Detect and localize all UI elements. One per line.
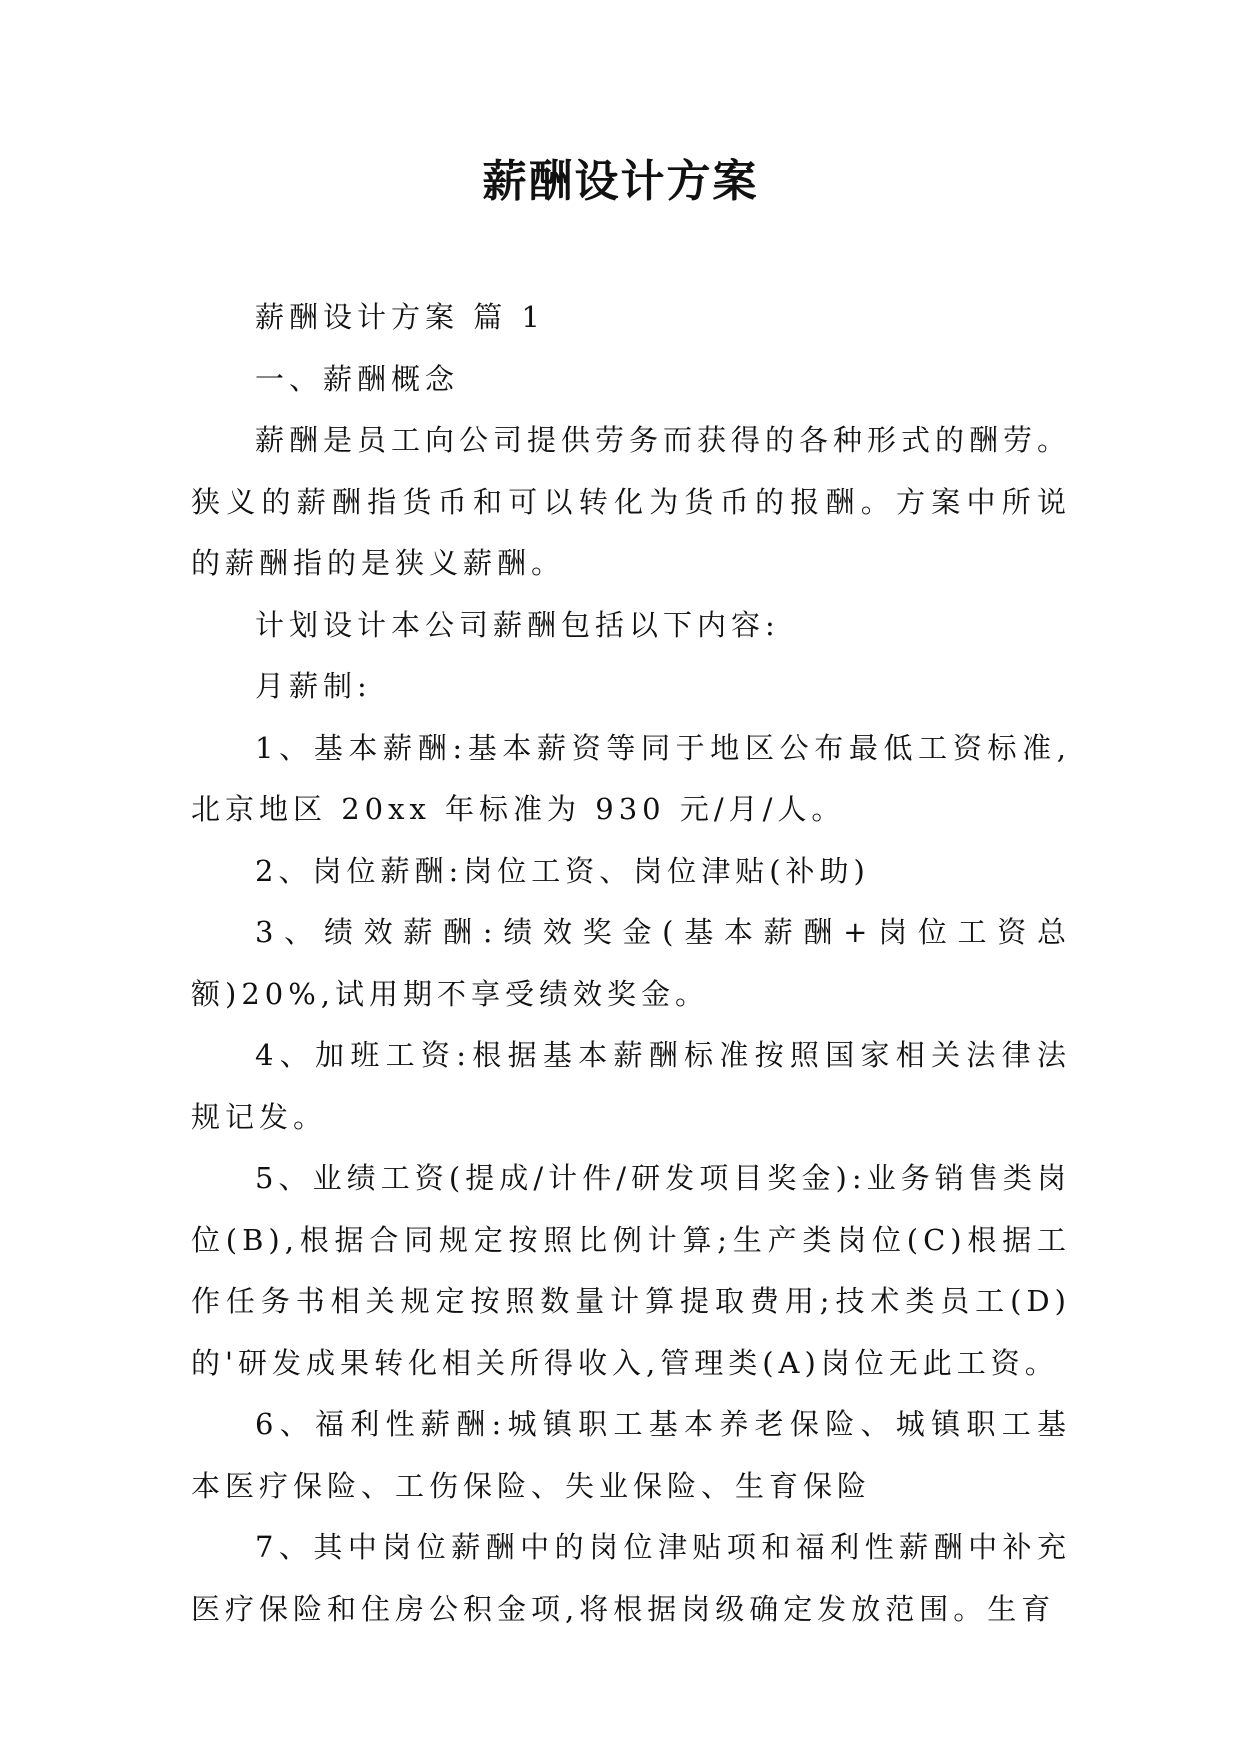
list-item: 4、加班工资:根据基本薪酬标准按照国家相关法律法规记发。: [191, 1038, 1071, 1134]
list-item: 7、其中岗位薪酬中的岗位津贴项和福利性薪酬中补充医疗保险和住房公积金项,将根据岗级确定发放范围。生育: [191, 1530, 1071, 1626]
paragraph: 月薪制:: [255, 669, 372, 703]
list-item: 1、基本薪酬:基本薪资等同于地区公布最低工资标准,北京地区 20xx 年标准为 930 元/月/人。: [191, 730, 1071, 826]
list-item: 5、业绩工资(提成/计件/研发项目奖金):业务销售类岗位(B),根据合同规定按照比例计算;生产类岗位(C)根据工作任务书相关规定按照数量计算提取费用;技术类员工(D)的'研发成果转化相关所得收入,管理类(A)岗位无此工资。: [191, 1161, 1071, 1380]
paragraph: 计划设计本公司薪酬包括以下内容:: [255, 607, 780, 642]
paragraph: 薪酬是员工向公司提供劳务而获得的各种形式的酬劳。狭义的薪酬指货币和可以转化为货币的报酬。方案中所说的薪酬指的是狭义薪酬。: [191, 423, 1072, 580]
list-item: 6、福利性薪酬:城镇职工基本养老保险、城镇职工基本医疗保险、工伤保险、失业保险、生育保险: [191, 1407, 1071, 1503]
list-item: 2、岗位薪酬:岗位工资、岗位津贴(补助): [255, 853, 870, 888]
section-heading: 薪酬设计方案 篇 1: [255, 300, 545, 334]
document-title: 薪酬设计方案: [482, 156, 759, 207]
list-item: 3、绩效薪酬:绩效奖金(基本薪酬+岗位工资总额)20%,试用期不享受绩效奖金。: [191, 915, 1071, 1011]
document-body: [191, 287, 1071, 1640]
subsection-heading: 一、薪酬概念: [255, 361, 460, 396]
